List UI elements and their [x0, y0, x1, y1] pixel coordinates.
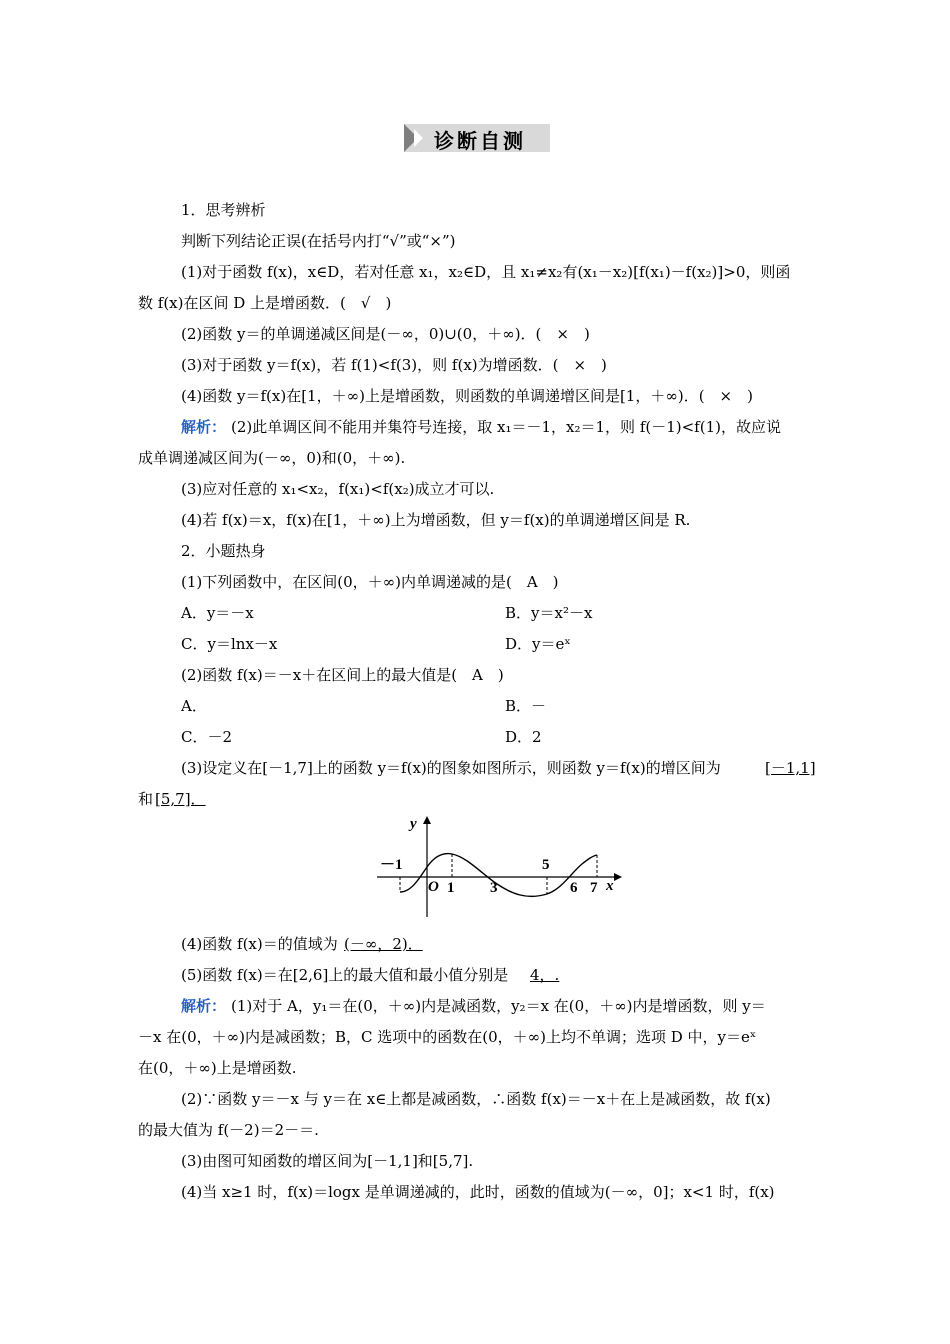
text-line: (3)设定义在[－1,7]上的函数 y＝f(x)的图象如图所示，则函数 y＝f(x)的增区间为 — [181, 759, 721, 777]
text-line: 数 f(x)在区间 D 上是增函数．( √ ) — [138, 294, 392, 312]
text-line: B．－ — [505, 697, 547, 715]
text-line: (1)下列函数中，在区间(0，＋∞)内单调递减的是( A ) — [181, 573, 559, 591]
answer-interval-1: [－1,1] — [765, 759, 816, 777]
text-line: (1)对于函数 f(x)，x∈D，若对任意 x₁，x₂∈D，且 x₁≠x₂有(x₁－x₂)[f(x₁)－f(x₂)]>0，则函 — [181, 263, 791, 281]
tick-label: 3 — [490, 880, 498, 896]
text-line: 和 — [138, 790, 154, 808]
text-line: 在(0，＋∞)上是增函数. — [138, 1059, 297, 1077]
function-graph — [372, 812, 632, 922]
answer-range: (－∞，2)． — [344, 935, 423, 953]
answer-max-min: 4，. — [530, 966, 560, 984]
axis-y-label: y — [410, 816, 417, 832]
jiexi-label: 解析： — [181, 418, 227, 436]
text-line: A． — [181, 697, 207, 715]
text-line: 判断下列结论正误(在括号内打“√”或“×”) — [181, 232, 456, 250]
section-banner — [404, 124, 550, 152]
axis-x-label: x — [606, 878, 614, 894]
text-line: (2)函数 y＝的单调递减区间是(－∞，0)∪(0，＋∞)．( × ) — [181, 325, 590, 343]
tick-label: 1 — [447, 880, 455, 896]
text-line: B．y＝x²－x — [505, 604, 593, 622]
text-line: －x 在(0，＋∞)内是减函数；B，C 选项中的函数在(0，＋∞)上均不单调；选项 D 中，y＝eˣ — [138, 1028, 757, 1046]
text-line: (2)函数 f(x)＝－x＋在区间上的最大值是( A ) — [181, 666, 504, 684]
banner-arrow-inner-icon — [414, 129, 423, 147]
banner-title: 诊断自测 — [434, 129, 526, 153]
tick-label: 5 — [542, 857, 550, 873]
origin-label: O — [428, 879, 439, 895]
text-line: (2)此单调区间不能用并集符号连接，取 x₁＝－1，x₂＝1，则 f(－1)<f(1)，故应说 — [231, 418, 781, 436]
jiexi-label: 解析： — [181, 997, 227, 1015]
text-line: C．－2 — [181, 728, 233, 746]
text-line: (2)∵函数 y＝－x 与 y＝在 x∈上都是减函数，∴函数 f(x)＝－x＋在上是减函数，故 f(x) — [181, 1090, 771, 1108]
text-line: 2．小题热身 — [181, 542, 266, 560]
answer-interval-2: [5,7]． — [155, 790, 206, 808]
tick-label: －1 — [380, 857, 403, 873]
text-line: (5)函数 f(x)＝在[2,6]上的最大值和最小值分别是 — [181, 966, 509, 984]
text-line: A．y＝－x — [181, 604, 254, 622]
text-line: 1．思考辨析 — [181, 201, 266, 219]
text-line: 成单调递减区间为(－∞，0)和(0，＋∞). — [138, 449, 406, 467]
text-line: (3)应对任意的 x₁<x₂，f(x₁)<f(x₂)成立才可以. — [181, 480, 495, 498]
text-line: (3)对于函数 y＝f(x)，若 f(1)<f(3)，则 f(x)为增函数．( × ) — [181, 356, 607, 374]
text-line: (4)若 f(x)＝x，f(x)在[1，＋∞)上为增函数，但 y＝f(x)的单调递增区间是 R. — [181, 511, 691, 529]
text-line: (3)由图可知函数的增区间为[－1,1]和[5,7]. — [181, 1152, 474, 1170]
text-line: 的最大值为 f(－2)＝2－＝. — [138, 1121, 319, 1139]
tick-label: 7 — [590, 880, 598, 896]
tick-label: 6 — [570, 880, 578, 896]
text-line: (4)当 x≥1 时，f(x)＝logx 是单调递减的，此时，函数的值域为(－∞，0]；x<1 时，f(x) — [181, 1183, 775, 1201]
text-line: C．y＝lnx－x — [181, 635, 278, 653]
text-line: (4)函数 y＝f(x)在[1，＋∞)上是增函数，则函数的单调递增区间是[1，＋∞)．( × ) — [181, 387, 753, 405]
text-line: (4)函数 f(x)＝的值域为 — [181, 935, 338, 953]
text-line: D．y＝eˣ — [505, 635, 571, 653]
text-line: (1)对于 A，y₁＝在(0，＋∞)内是减函数，y₂＝x 在(0，＋∞)内是增函数，则 y＝ — [231, 997, 766, 1015]
text-line: D．2 — [505, 728, 542, 746]
